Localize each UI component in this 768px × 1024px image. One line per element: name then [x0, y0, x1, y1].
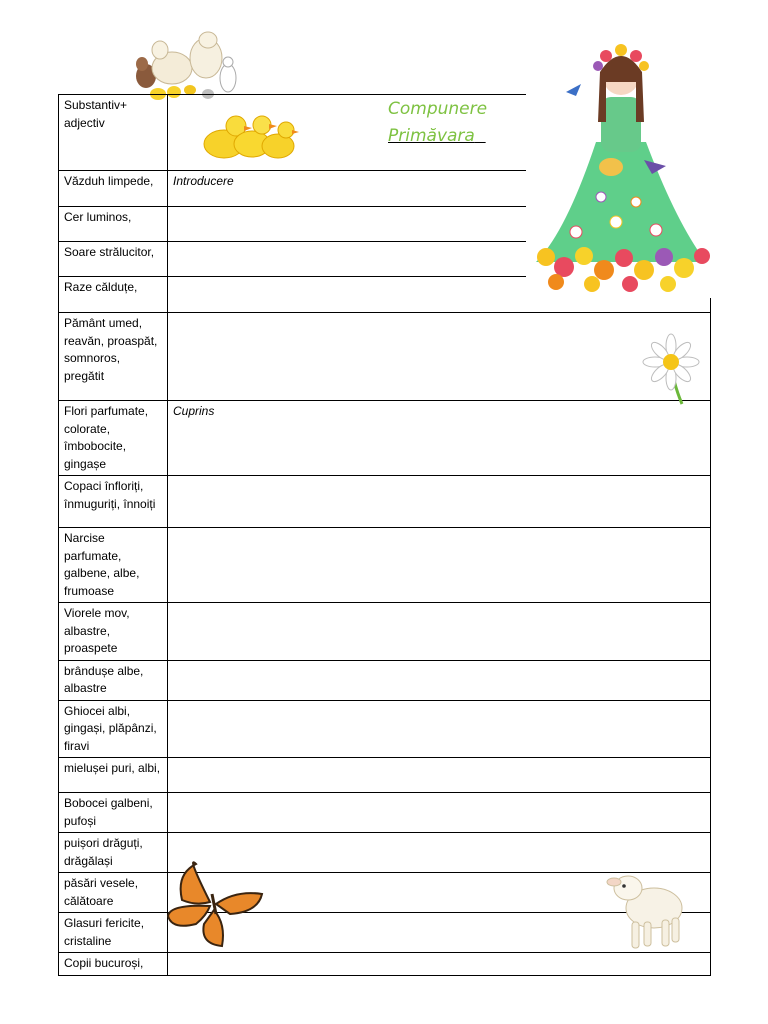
section-cell	[168, 476, 711, 528]
lamb-icon	[604, 866, 688, 952]
section-cell	[168, 793, 711, 833]
adjective-cell: Ghiocei albi, gingași, plăpânzi, firavi	[59, 700, 168, 758]
section-cell: Introducere	[168, 171, 711, 207]
title-line-2: Primăvara	[388, 126, 475, 146]
table-header-cell: Substantiv+ adjectiv	[59, 95, 168, 171]
section-cell	[168, 528, 711, 603]
daisy-icon	[638, 332, 704, 406]
adjective-cell: brândușe albe, albastre	[59, 660, 168, 700]
table-row	[59, 700, 711, 758]
table-row	[59, 528, 711, 603]
adjective-cell: Pământ umed, reavăn, proaspăt, somnoros, pregătit	[59, 313, 168, 401]
section-cell	[168, 700, 711, 758]
adjective-cell: mielușei puri, albi,	[59, 758, 168, 793]
adjective-cell: Văzduh limpede,	[59, 171, 168, 207]
adjective-cell: Raze călduțe,	[59, 277, 168, 313]
ducklings-icon	[200, 106, 300, 162]
adjective-cell: Flori parfumate, colorate, îmbobocite, gingașe	[59, 401, 168, 476]
adjective-cell: Copaci înfloriți, înmuguriți, înnoiți	[59, 476, 168, 528]
spring-girl-icon	[526, 42, 716, 298]
adjective-cell: Cer luminos,	[59, 207, 168, 242]
butterfly-icon	[166, 854, 264, 950]
table-row	[59, 313, 711, 401]
title-line-1: Compunere	[388, 99, 488, 119]
table-row	[59, 603, 711, 661]
section-cell	[168, 313, 711, 401]
table-row	[59, 660, 711, 700]
table-row	[59, 758, 711, 793]
adjective-cell: Copii bucuroși,	[59, 953, 168, 976]
section-cell: Cuprins	[168, 401, 711, 476]
adjective-cell: păsări vesele, călătoare	[59, 873, 168, 913]
adjective-cell: Bobocei galbeni, pufoși	[59, 793, 168, 833]
table-row	[59, 401, 711, 476]
table-row	[59, 793, 711, 833]
section-cell	[168, 660, 711, 700]
section-cell	[168, 953, 711, 976]
table-row	[59, 476, 711, 528]
adjective-cell: Narcise parfumate, galbene, albe, frumoase	[59, 528, 168, 603]
adjective-cell: Soare strălucitor,	[59, 242, 168, 277]
section-cell	[168, 603, 711, 661]
adjective-cell: Glasuri fericite, cristaline	[59, 913, 168, 953]
adjective-cell: puișori drăguți, drăgălași	[59, 833, 168, 873]
table-row	[59, 953, 711, 976]
section-cell	[168, 758, 711, 793]
adjective-cell: Viorele mov, albastre, proaspete	[59, 603, 168, 661]
